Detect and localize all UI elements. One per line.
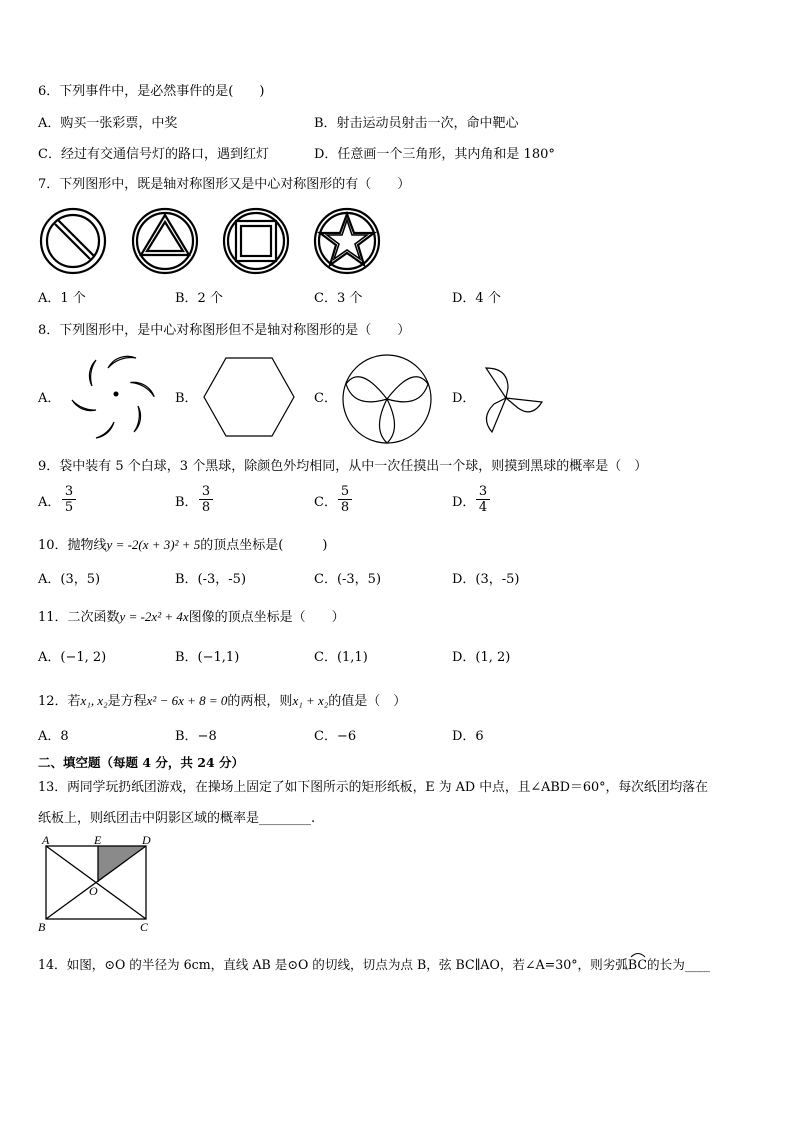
q6-option-a: A．购买一张彩票，中奖 bbox=[38, 116, 178, 131]
q6-stem: 6．下列事件中，是必然事件的是( ) bbox=[38, 84, 265, 99]
q7-option-c: C．3 个 bbox=[314, 291, 363, 306]
q7-stem: 7．下列图形中，既是轴对称图形又是中心对称图形的有（ ） bbox=[38, 177, 411, 192]
q9-option-a-label: A． bbox=[38, 495, 61, 510]
q14-text: 14．如图，⊙O 的半径为 6cm，直线 AB 是⊙O 的切线，切点为点 B，弦 BC∥AO，若∠A=30°，则劣弧BC 的长为____ bbox=[38, 957, 710, 973]
q7-figure-circle-slash bbox=[41, 209, 105, 273]
q13-rectangle-figure bbox=[36, 834, 164, 938]
q8-stem: 8．下列图形中，是中心对称图形但不是轴对称图形的是（ ） bbox=[38, 323, 411, 338]
q12-formula: x² − 6x + 8 = 0 bbox=[146, 693, 228, 708]
q14-arc-bc: BC bbox=[628, 957, 647, 972]
q7-option-a: A．1 个 bbox=[38, 291, 86, 306]
q9-option-d-fraction: $\frac{3}{4}$ bbox=[476, 484, 490, 515]
q9-option-d-label: D． bbox=[452, 495, 476, 510]
q12-stem: 12．若x₁, x₂是方程x² − 6x + 8 = 0的两根，则x₁ + x₂的值是（ ） bbox=[38, 693, 407, 709]
q8-figure-b-hexagon bbox=[203, 357, 295, 437]
q13-label-o: O bbox=[89, 884, 98, 898]
q13-label-d: D bbox=[142, 833, 151, 847]
q8-figure-c-circle-petals bbox=[340, 354, 434, 444]
q9-option-b-label: B． bbox=[175, 495, 198, 510]
q6-option-c: C．经过有交通信号灯的路口，遇到红灯 bbox=[38, 147, 269, 162]
q13-label-a: A bbox=[42, 833, 50, 847]
q8-figure-d-propeller bbox=[478, 362, 544, 434]
q11-option-a: A．(−1, 2) bbox=[38, 650, 107, 665]
section-title: 二、填空题（每题 4 分，共 24 分） bbox=[38, 755, 245, 770]
q7-option-b: B．2 个 bbox=[175, 291, 223, 306]
q8-option-a: A． bbox=[38, 391, 61, 406]
q13-label-e: E bbox=[94, 833, 102, 847]
q6-option-d: D．任意画一个三角形，其内角和是 180° bbox=[314, 147, 555, 162]
q7-figure-circle-triangle bbox=[133, 209, 197, 273]
q11-stem: 11．二次函数y = -2x² + 4x图像的顶点坐标是（ ） bbox=[38, 609, 345, 625]
q13-label-b: B bbox=[38, 920, 46, 934]
q11-formula: y = -2x² + 4x bbox=[119, 609, 189, 624]
q8-option-c: C． bbox=[314, 391, 337, 406]
q9-option-a-fraction: $\frac{3}{5}$ bbox=[62, 484, 76, 515]
q10-stem: 10．抛物线y = -2(x + 3)² + 5的顶点坐标是( ) bbox=[38, 537, 328, 553]
q7-option-d: D．4 个 bbox=[452, 291, 501, 306]
q12-option-a: A．8 bbox=[38, 729, 69, 744]
q11-option-d: D．(1, 2) bbox=[452, 650, 511, 665]
q8-option-b: B． bbox=[175, 391, 198, 406]
q10-option-d: D．(3，-5) bbox=[452, 572, 520, 587]
q11-option-c: C．(1,1) bbox=[314, 650, 368, 665]
q8-figure-a-pinwheel bbox=[68, 350, 163, 440]
q9-option-c-fraction: $\frac{5}{8}$ bbox=[338, 484, 352, 515]
q6-option-b: B．射击运动员射击一次，命中靶心 bbox=[314, 116, 519, 131]
q12-option-c: C．−6 bbox=[314, 729, 357, 744]
q7-figure-circle-square bbox=[224, 209, 288, 273]
q13-line1: 13．两同学玩扔纸团游戏，在操场上固定了如下图所示的矩形纸板，E 为 AD 中点，且∠ABD＝60°，每次纸团均落在 bbox=[38, 780, 708, 795]
q10-option-a: A．(3，5) bbox=[38, 572, 101, 587]
q11-option-b: B．(−1,1) bbox=[175, 650, 240, 665]
q12-option-b: B．−8 bbox=[175, 729, 217, 744]
q13-label-c: C bbox=[140, 920, 149, 934]
q10-option-b: B．(-3，-5) bbox=[175, 572, 247, 587]
q10-option-c: C．(-3，5) bbox=[314, 572, 382, 587]
q9-option-c-label: C． bbox=[314, 495, 337, 510]
q9-option-b-fraction: $\frac{3}{8}$ bbox=[199, 484, 213, 515]
q9-stem: 9．袋中装有 5 个白球，3 个黑球，除颜色外均相同，从中一次任摸出一个球，则摸到黑球的概率是（ ） bbox=[38, 459, 648, 474]
q7-figures bbox=[40, 207, 385, 277]
q7-figure-circle-star bbox=[315, 209, 379, 273]
q13-line2: 纸板上，则纸团击中阴影区域的概率是________. bbox=[38, 811, 316, 826]
q8-option-d: D． bbox=[452, 391, 476, 406]
q10-formula: y = -2(x + 3)² + 5 bbox=[106, 537, 201, 552]
q12-option-d: D．6 bbox=[452, 729, 484, 744]
